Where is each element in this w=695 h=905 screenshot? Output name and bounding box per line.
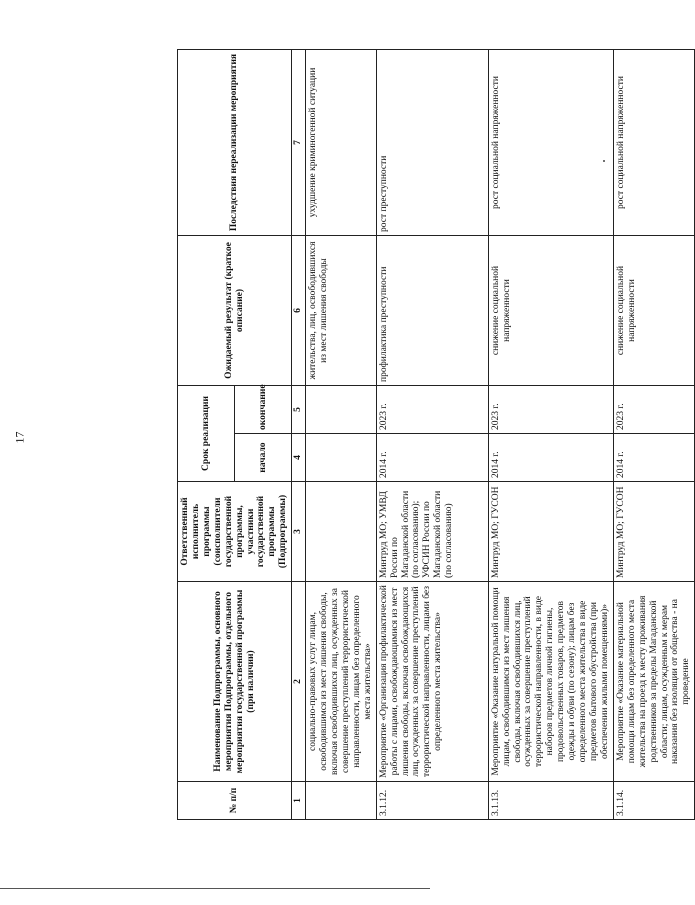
row-number: 3.1.14.	[613, 782, 694, 820]
row-executor: Минтруд МО; УМВД России по Магаданской области (по согласованию); УФСИН России по Магаданской области (по согласованию)	[376, 482, 488, 582]
column-number: 7	[292, 50, 306, 236]
row-number: 3.1.13.	[488, 782, 613, 820]
header-end: окончание	[235, 386, 292, 434]
table-row	[376, 50, 488, 820]
row-executor: Минтруд МО; ГУСОН	[488, 482, 613, 582]
column-number: 1	[292, 782, 306, 820]
row-consequence: ухудшение криминогенной ситуации	[306, 50, 377, 236]
row-end: 2023 г.	[376, 386, 488, 434]
row-result: снижение социальной напряженности	[488, 236, 613, 386]
column-number: 6	[292, 236, 306, 386]
row-end: 2023 г.	[488, 386, 613, 434]
header-start: начало	[235, 434, 292, 482]
column-number: 4	[292, 434, 306, 482]
column-number: 2	[292, 582, 306, 782]
row-start	[306, 434, 377, 482]
column-number: 5	[292, 386, 306, 434]
column-number: 3	[292, 482, 306, 582]
row-executor	[306, 482, 377, 582]
row-result: профилактика преступности	[376, 236, 488, 386]
row-consequence: рост социальной напряженности	[488, 50, 613, 236]
header-consequence: Последствия нереализации мероприятия	[178, 50, 292, 236]
row-executor: Минтруд МО; ГУСОН	[613, 482, 694, 582]
page-number: 17	[12, 431, 27, 444]
header-executor: Ответственный исполнитель программы (соисполнители государственной программы, участники государственной программы (Подпрограммы)	[178, 482, 292, 582]
table-row	[488, 50, 613, 820]
header-name: Наименование Подпрограммы, основного мероприятия Подпрограммы, отдельного мероприятия государственной программы (при наличии)	[178, 582, 292, 782]
header-term: Срок реализации	[178, 386, 235, 482]
header-number: № п/п	[178, 782, 292, 820]
row-name: Мероприятие «Оказание натуральной помощи лицам, освободившимся из мест лишения свободы, включая освободившихся лиц, осужденных за совершение преступлений террористической направленности, в виде наборов предметов личной гигиены, продовольственных товаров, предметов одежды и обуви (по сезону); лицам без определенного места жительства в виде предметов бытового обустройства (при обеспечении жилыми помещениями)»	[488, 582, 613, 782]
footer-rule	[0, 888, 430, 889]
row-end: 2023 г.	[613, 386, 694, 434]
row-consequence: рост социальной напряженности	[613, 50, 694, 236]
row-start: 2014 г.	[376, 434, 488, 482]
row-end	[306, 386, 377, 434]
measures-table	[177, 49, 695, 820]
row-result: снижение социальной напряженности	[613, 236, 694, 386]
row-name: Мероприятие «Организация профилактической работы с лицами, освобождающимися из мест лишения свободы, включая освобождающихся лиц, осужденных за совершение преступлений террористической направленности, лицами без определенного места жительства»	[376, 582, 488, 782]
row-start: 2014 г.	[613, 434, 694, 482]
table-row	[306, 50, 377, 820]
row-result: жительства, лиц, освободившихся из мест лишения свободы	[306, 236, 377, 386]
header-result: Ожидаемый результат (краткое описание)	[178, 236, 292, 386]
rotated-table-sheet	[177, 50, 692, 820]
row-number	[306, 782, 377, 820]
row-start: 2014 г.	[488, 434, 613, 482]
table-row	[613, 50, 694, 820]
row-consequence: рост преступности	[376, 50, 488, 236]
row-name: социально-правовых услуг лицам, освободившимся из мест лишения свободы, включая освободившихся лиц, осужденных за совершение преступлений террористической направленности, лицам без определенного места жительства»	[306, 582, 377, 782]
row-number: 3.1.12.	[376, 782, 488, 820]
row-name: Мероприятие «Оказание материальной помощи лицам без определенного места жительства на проезд к месту проживания родственников за пределы Магаданской области; лицам, осужденным к мерам наказания без изоляции от общества - на проведение	[613, 582, 694, 782]
